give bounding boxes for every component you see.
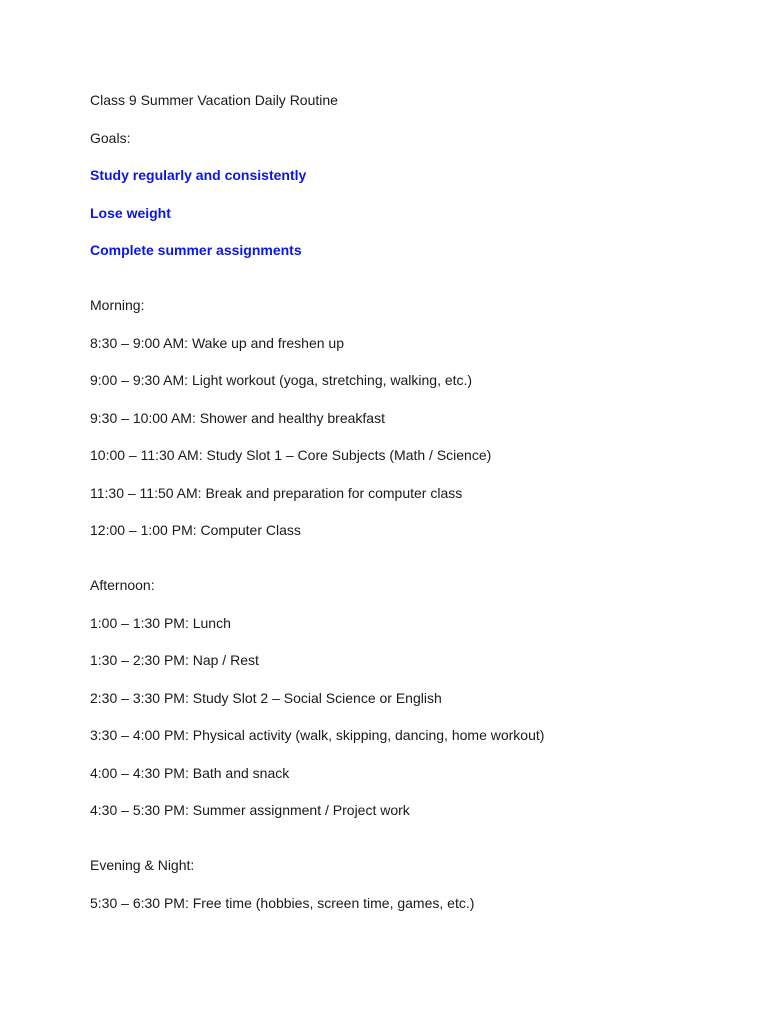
schedule-item: 5:30 – 6:30 PM: Free time (hobbies, screen time, games, etc.) [90, 894, 475, 911]
goal-item: Complete summer assignments [90, 242, 302, 258]
schedule-item: 10:00 – 11:30 AM: Study Slot 1 – Core Subjects (Math / Science) [90, 447, 492, 463]
section-heading-afternoon: Afternoon: [90, 577, 155, 593]
schedule-item: 8:30 – 9:00 AM: Wake up and freshen up [90, 334, 344, 351]
schedule-item: 11:30 – 11:50 AM: Break and preparation for computer class [90, 484, 463, 501]
goal-item: Study regularly and consistently [90, 167, 307, 183]
schedule-item: 9:00 – 9:30 AM: Light workout (yoga, stretching, walking, etc.) [90, 372, 473, 388]
section-heading-evening: Evening & Night: [90, 857, 195, 873]
goals-heading: Goals: [90, 129, 131, 146]
schedule-item: 12:00 – 1:00 PM: Computer Class [90, 522, 301, 538]
document-page [90, 91, 730, 931]
schedule-item: 3:30 – 4:00 PM: Physical activity (walk, skipping, dancing, home workout) [90, 727, 545, 743]
document-title: Class 9 Summer Vacation Daily Routine [90, 92, 338, 108]
schedule-item: 9:30 – 10:00 AM: Shower and healthy breakfast [90, 409, 385, 426]
schedule-item: 2:30 – 3:30 PM: Study Slot 2 – Social Science or English [90, 689, 442, 706]
section-heading-morning: Morning: [90, 297, 145, 313]
goal-item: Lose weight [90, 204, 171, 221]
schedule-item: 1:00 – 1:30 PM: Lunch [90, 614, 231, 631]
schedule-item: 4:00 – 4:30 PM: Bath and snack [90, 764, 290, 781]
schedule-item: 4:30 – 5:30 PM: Summer assignment / Project work [90, 802, 410, 818]
schedule-item: 1:30 – 2:30 PM: Nap / Rest [90, 652, 259, 668]
